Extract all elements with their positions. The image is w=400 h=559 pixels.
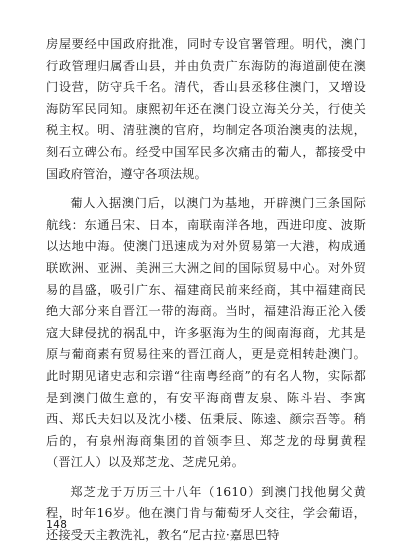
page-body — [46, 34, 366, 547]
page-number: 148 — [46, 518, 68, 531]
paragraph-trade-routes: 葡人入据澳门后，以澳门为基地，开辟澳门三条国际航线：东通吕宋、日本，南联南洋各地，西进印度、波斯以达地中海。使澳门迅速成为对外贸易第一大港，构成通联欧洲、亚洲、美洲三大洲之间的国际贸易中心。对外贸易的昌盛，吸引广东、福建商民前来经商，其中福建商民绝大部分来自晋江一带的海商。当时，福建沿海正沦入倭寇大肆侵扰的祸乱中，许多驱海为生的闽南海商，尤其是原与葡商素有贸易往来的晋江商人，更是竞相转赴澳门。此时期见诸史志和宗谱“往南粤经商”的有名人物，实际都是到澳门做生意的，有安平海商曹友泉、陈斗岩、李寓西、郑氏夫妇以及沈小楼、伍秉辰、陈逵、颜宗吾等。稍后的，有泉州海商集团的首领李旦、郑芝龙的母舅黄程（晋江人）以及郑芝龙、芝虎兄弟。 — [46, 196, 366, 470]
paragraph-zheng-zhilong: 郑芝龙于万历三十八年（1610）到澳门找他舅父黄程，时年16岁。他在澳门肯与葡萄牙人交往，学会葡语，还接受天主教洗礼，教名“尼古拉·嘉思巴特 — [46, 484, 366, 543]
paragraph-governance: 房屋要经中国政府批准，同时专设官署管理。明代，澳门行政管理归属香山县，并由负责广东海防的海道副使在澳门设营，防守兵千名。清代，香山县丞移住澳门，又增设海防军民同知。康熙初年还在澳门设立海关分关，行使关税主权。明、清驻澳的官府，均制定各项治澳夷的法规，刻石立碑公布。经受中国军民多次痛击的葡人，都接受中国政府管治，遵守各项法规。 — [46, 37, 366, 181]
